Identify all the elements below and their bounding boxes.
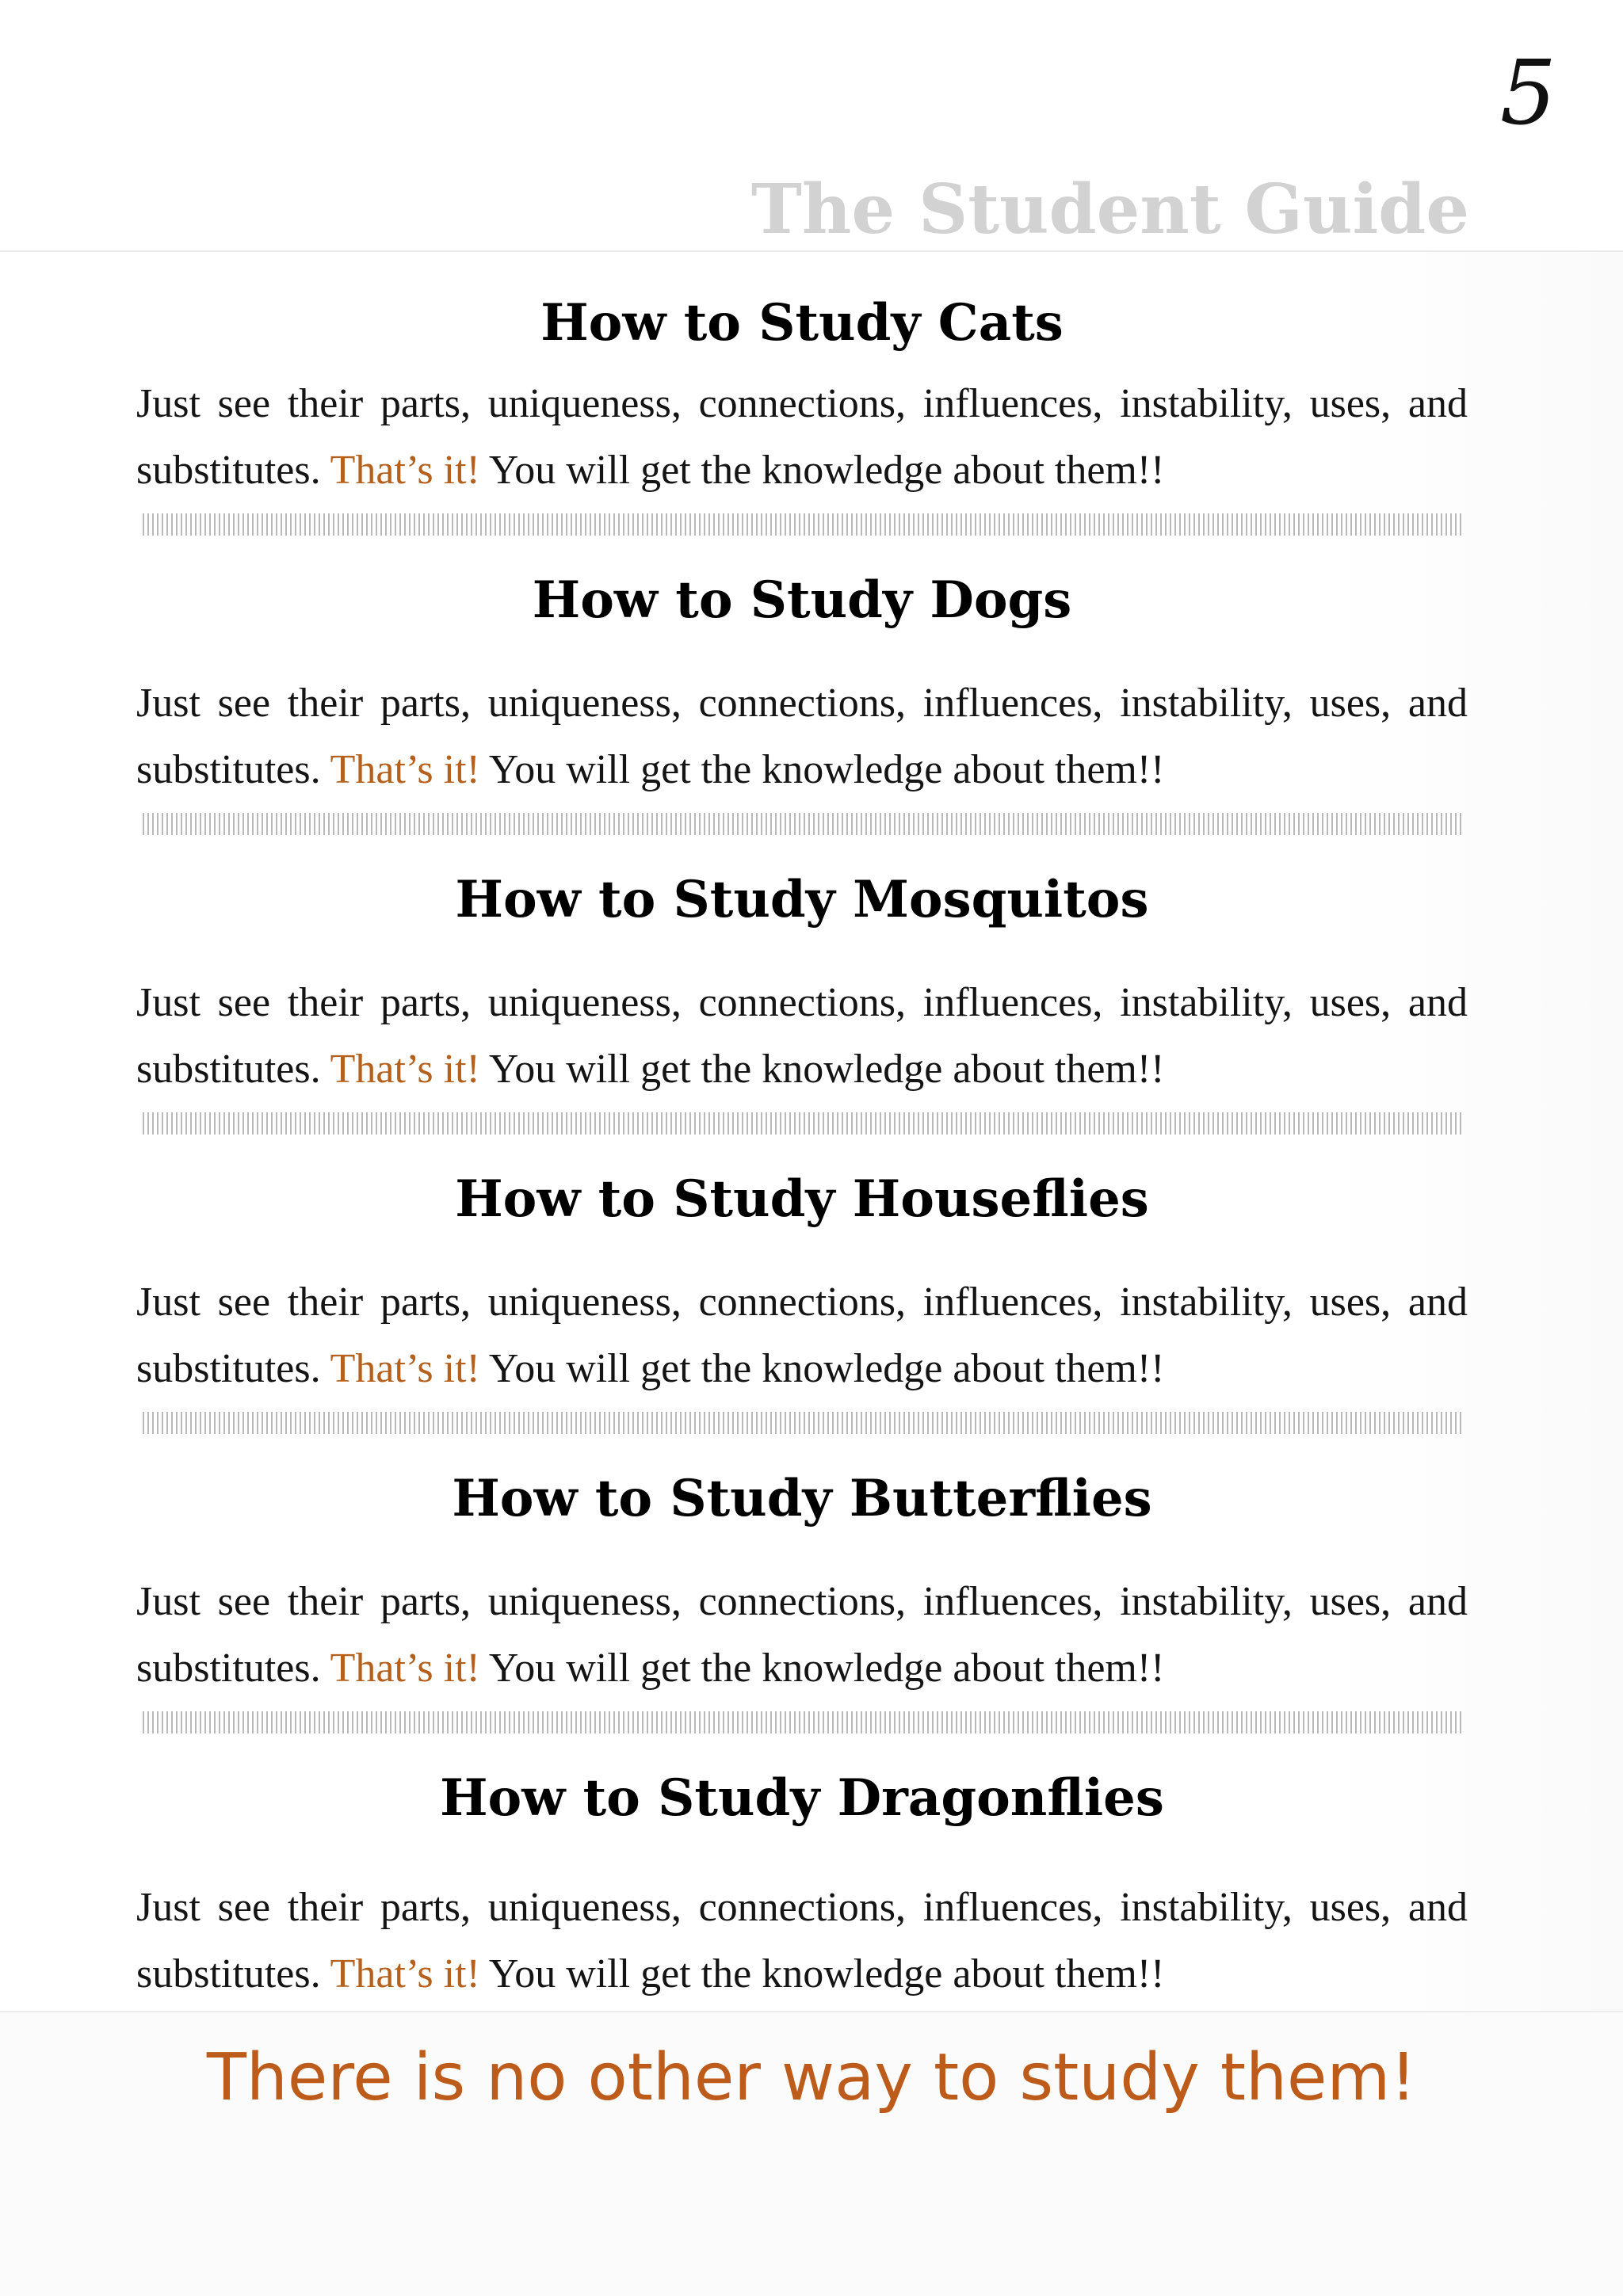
body-tail-text: You will get the knowledge about them!! bbox=[488, 1951, 1165, 1997]
closing-statement: There is no other way to study them! bbox=[206, 2040, 1417, 2115]
section-body bbox=[136, 1875, 1468, 2008]
page-number: 5 bbox=[1499, 42, 1556, 145]
body-lead-text: Just see their parts, uniqueness, connections, influences, instability, uses, and substitutes. bbox=[136, 1579, 1468, 1691]
body-lead-text: Just see their parts, uniqueness, connections, influences, instability, uses, and substitutes. bbox=[136, 381, 1468, 493]
body-lead-text: Just see their parts, uniqueness, connections, influences, instability, uses, and substitutes. bbox=[136, 1280, 1468, 1391]
body-accent-text: That’s it! bbox=[330, 1047, 480, 1092]
section-divider bbox=[143, 513, 1461, 536]
section-divider bbox=[143, 813, 1461, 835]
section-divider bbox=[143, 1412, 1461, 1434]
section-heading: How to Study Dragonflies bbox=[440, 1768, 1164, 1828]
body-lead-text: Just see their parts, uniqueness, connections, influences, instability, uses, and substitutes. bbox=[136, 681, 1468, 792]
section-heading: How to Study Dogs bbox=[532, 570, 1072, 630]
body-accent-text: That’s it! bbox=[330, 1646, 480, 1691]
body-tail-text: You will get the knowledge about them!! bbox=[488, 747, 1165, 792]
section-body bbox=[136, 1569, 1468, 1702]
body-accent-text: That’s it! bbox=[330, 448, 480, 493]
body-tail-text: You will get the knowledge about them!! bbox=[488, 1047, 1165, 1092]
body-lead-text: Just see their parts, uniqueness, connections, influences, instability, uses, and substitutes. bbox=[136, 1885, 1468, 1997]
section-divider bbox=[143, 1711, 1461, 1733]
header-divider bbox=[0, 250, 1623, 252]
section-heading: How to Study Mosquitos bbox=[455, 870, 1149, 929]
body-tail-text: You will get the knowledge about them!! bbox=[488, 1346, 1165, 1391]
section-body bbox=[136, 670, 1468, 803]
section-heading: How to Study Cats bbox=[540, 293, 1064, 353]
running-header-title: The Student Guide bbox=[750, 170, 1469, 250]
section-divider bbox=[143, 1112, 1461, 1135]
section-body bbox=[136, 1269, 1468, 1402]
body-accent-text: That’s it! bbox=[330, 747, 480, 792]
section-body bbox=[136, 371, 1468, 504]
body-accent-text: That’s it! bbox=[330, 1951, 480, 1997]
body-lead-text: Just see their parts, uniqueness, connections, influences, instability, uses, and substitutes. bbox=[136, 980, 1468, 1092]
body-tail-text: You will get the knowledge about them!! bbox=[488, 448, 1165, 493]
section-body bbox=[136, 970, 1468, 1103]
section-heading: How to Study Butterflies bbox=[452, 1469, 1152, 1528]
section-heading: How to Study Houseflies bbox=[455, 1169, 1149, 1229]
body-accent-text: That’s it! bbox=[330, 1346, 480, 1391]
body-tail-text: You will get the knowledge about them!! bbox=[488, 1646, 1165, 1691]
